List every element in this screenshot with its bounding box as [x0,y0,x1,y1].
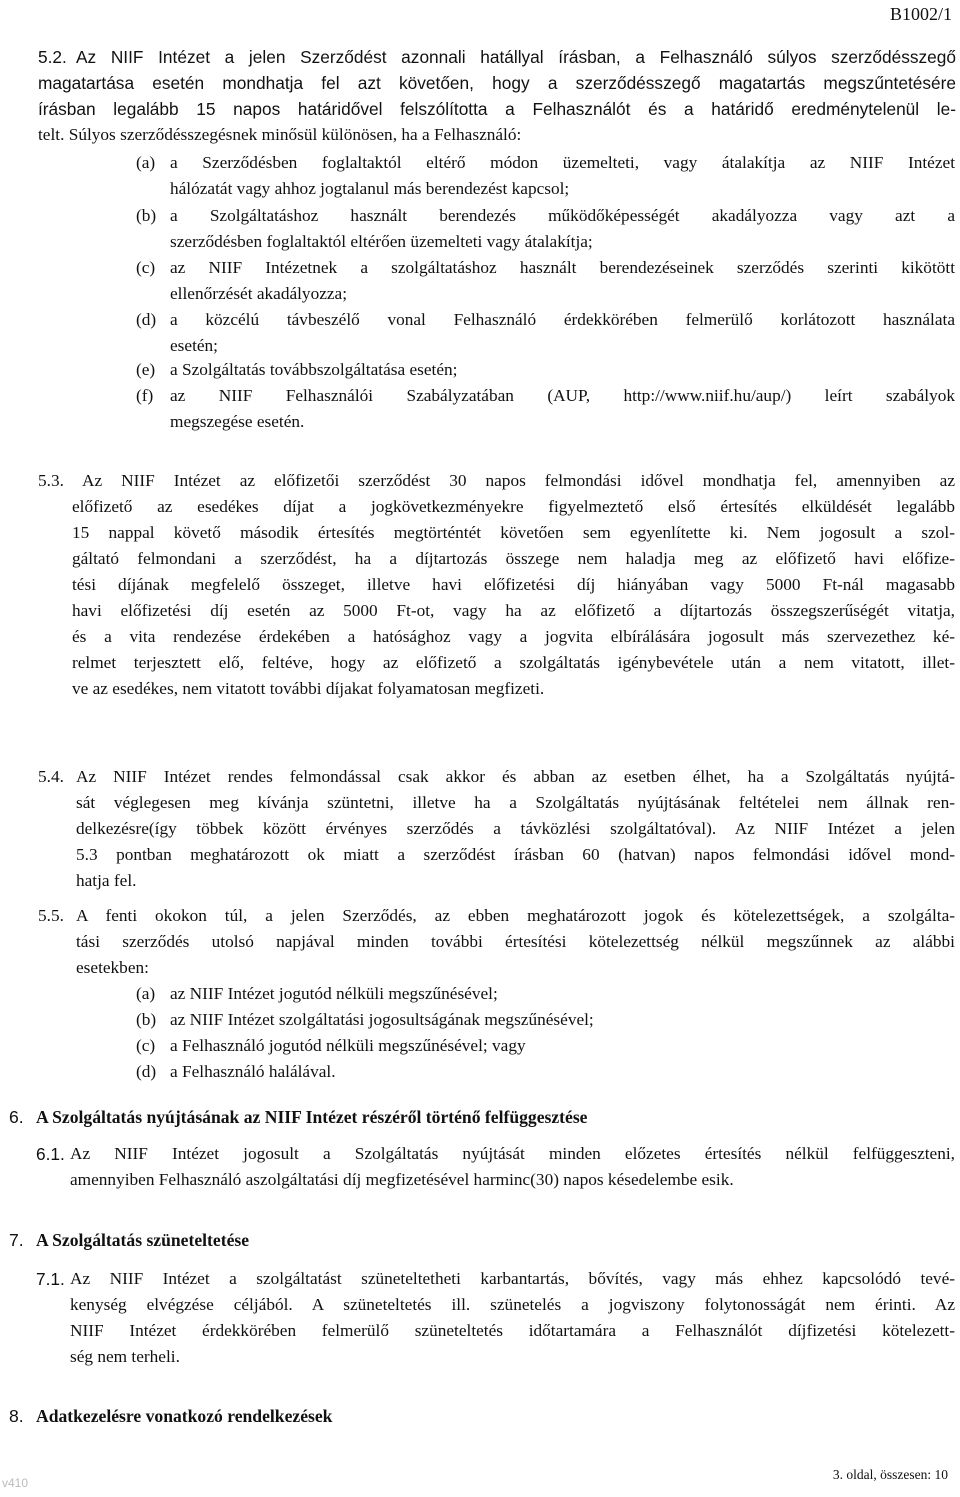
item-line: esetén; [170,336,218,355]
heading-number: 8. [9,1406,24,1426]
clause-label: 5.2. [38,47,67,67]
document-id: B1002/1 [889,4,952,24]
clause-line: sát véglegesen meg kívánja szüntetni, illetve ha a Szolgáltatás nyújtásának feltételei nem állnak ren- [76,793,955,812]
clause-line: havi előfizetési díj esetén az 5000 Ft-ot, vagy ha az előfizető a díjtartozás összegszerűségét vitatja, [72,601,955,620]
clause-line: és a vita rendezése érdekében a hatósághoz vagy a jogvita elbírálására jogosult más szervezethez ké- [72,627,955,646]
clause-line: Az NIIF Intézet jogosult a Szolgáltatás nyújtását minden előzetes értesítés nélkül felfüggeszteni, [70,1144,955,1163]
list-item [136,1033,836,1059]
item-line: ellenőrzését akadályozza; [170,284,348,303]
heading-number: 6. [9,1107,24,1127]
item-label: (d) [136,1062,157,1081]
section-heading-6 [9,1104,587,1130]
clause-label: 5.5. [38,906,64,925]
clause-line: delkezésre(így többek között érvényes szerződés a távközlési szolgáltatóval). Az NIIF Intézet a jelen [76,819,955,838]
item-line: megszegése esetén. [170,412,305,431]
clause-label: 6.1. [36,1144,65,1164]
item-text: a Felhasználó jogutód nélküli megszűnésével; vagy [170,1036,526,1055]
item-line: a Szolgáltatáshoz használt berendezés működőképességét akadályozza vagy azt a [170,206,955,225]
clause-label: 5.4. [38,767,64,786]
item-label: (b) [136,1010,157,1029]
clause-line: ve az esedékes, nem vitatott további díjakat folyamatosan megfizeti. [72,679,545,698]
item-text: az NIIF Intézet szolgáltatási jogosultságának megszűnésével; [170,1010,594,1029]
item-label: (c) [136,258,156,277]
clause-line: gáltató felmondani a szerződést, ha a díjtartozás összege nem haladja meg az előfizető havi előfize- [72,549,955,568]
clause-line: magatartása esetén mondhatja fel azt követően, hogy a szerződésszegő magatartás megszűntetésére [38,73,956,93]
item-label: (b) [136,206,157,225]
item-line: a Szolgáltatás továbbszolgáltatása esetén; [170,360,458,379]
item-text: a Felhasználó halálával. [170,1062,336,1081]
list-item [136,383,955,435]
clause-line: A fenti okokon túl, a jelen Szerződés, az ebben meghatározott jogok és kötelezettségek, a szolgálta- [76,906,955,925]
item-label: (c) [136,1036,156,1055]
list-item [136,203,955,255]
clause-5-3 [38,468,955,702]
clause-7-1 [70,1266,955,1370]
item-label: (a) [136,984,156,1003]
item-text: az NIIF Intézet jogutód nélküli megszűnésével; [170,984,498,1003]
clause-6-1 [70,1141,955,1193]
clause-line: kenység elvégzése céljából. A szüneteltetés ill. szünetelés a jogviszony folytonosságát nem érinti. Az [70,1295,955,1314]
item-label: (a) [136,153,156,172]
clause-line: relmet terjesztett elő, feltéve, hogy az előfizető a szolgáltatás igénybevétele után a nem vitatott, illet- [72,653,955,672]
clause-line: amennyiben Felhasználó aszolgáltatási díj megfizetésével harminc(30) napos késedelembe esik. [70,1170,734,1189]
clause-line: 5.3 pontban meghatározott ok miatt a szerződést írásban 60 (hatvan) napos felmondási idővel mond- [76,845,955,864]
clause-line: Az NIIF Intézet rendes felmondással csak akkor és abban az esetben élhet, ha a Szolgáltatás nyújtá- [76,767,955,786]
list-item [136,150,955,202]
item-label: (f) [136,386,154,405]
item-line: szerződésben foglaltaktól eltérően üzemelteti vagy átalakítja; [170,232,593,251]
clause-line: tási szerződés utolsó napjával minden további értesítési kötelezettség nélkül megszűnnek az alábbi [76,932,955,951]
clause-line: telt. Súlyos szerződésszegésnek minősül különösen, ha a Felhasználó: [38,125,522,144]
clause-5-5 [76,903,955,981]
clause-line: Az NIIF Intézet a jelen Szerződést azonnali hatállyal írásban, a Felhasználó súlyos szerződésszegő [76,47,956,67]
clause-5-4 [38,764,955,894]
list-item [136,981,836,1007]
clause-line: esetekben: [76,958,149,977]
clause-line: tési díjának megfelelő összeget, illetve havi előfizetési díj hiányában vagy 5000 Ft-nál magasabb [72,575,955,594]
list-item [136,1059,836,1085]
heading-title: Adatkezelésre vonatkozó rendelkezések [36,1406,333,1426]
clause-line: írásban legalább 15 napos határidővel felszólította a Felhasználót és a határidő eredménytelenül le- [38,99,956,119]
heading-title: A Szolgáltatás nyújtásának az NIIF Intézet részéről történő felfüggesztése [36,1107,588,1127]
clause-label: 5.3. [38,471,64,490]
clause-line: előfizető az esedékes díjat a jogkövetkezményekre figyelmeztető első értesítés elküldését legalább [72,497,955,516]
item-label: (d) [136,310,157,329]
section-heading-7 [9,1227,249,1253]
list-item [136,255,955,307]
item-label: (e) [136,360,156,379]
item-line: hálózatát vagy ahhoz jogtalanul más berendezést kapcsol; [170,179,570,198]
section-heading-8 [9,1403,332,1429]
list-item [136,357,955,383]
clause-line: NIIF Intézet érdekkörében felmerülő szüneteltetés időtartamára a Felhasználót díjfizetési kötelezett- [70,1321,955,1340]
item-line: a közcélú távbeszélő vonal Felhasználó érdekkörében felmerülő korlátozott használata [170,310,955,329]
list-item [136,307,955,359]
version-label: v410 [2,1476,29,1490]
clause-line: Az NIIF Intézet az előfizetői szerződést 30 napos felmondási idővel mondhatja fel, amennyiben az [82,471,955,490]
clause-line: ség nem terheli. [70,1347,180,1366]
item-line: a Szerződésben foglaltaktól eltérő módon üzemelteti, vagy átalakítja az NIIF Intézet [170,153,955,172]
clause-line: 15 nappal követő második értesítés megtörténtét követően sem egyenlítette ki. Nem jogosult a szol- [72,523,955,542]
clause-label: 7.1. [36,1269,65,1289]
heading-title: A Szolgáltatás szüneteltetése [36,1230,250,1250]
item-line: az NIIF Felhasználói Szabályzatában (AUP, http://www.niif.hu/aup/) leírt szabályok [170,386,955,405]
clause-line: hatja fel. [76,871,137,890]
heading-number: 7. [9,1230,24,1250]
page-number: 3. oldal, összesen: 10 [832,1467,948,1482]
list-item [136,1007,836,1033]
clause-line: Az NIIF Intézet a szolgáltatást szüneteltetheti karbantartás, bővítés, vagy más ehhez kapcsolódó tevé- [70,1269,955,1288]
item-line: az NIIF Intézetnek a szolgáltatáshoz használt berendezéseinek szerződés szerinti kikötött [170,258,955,277]
